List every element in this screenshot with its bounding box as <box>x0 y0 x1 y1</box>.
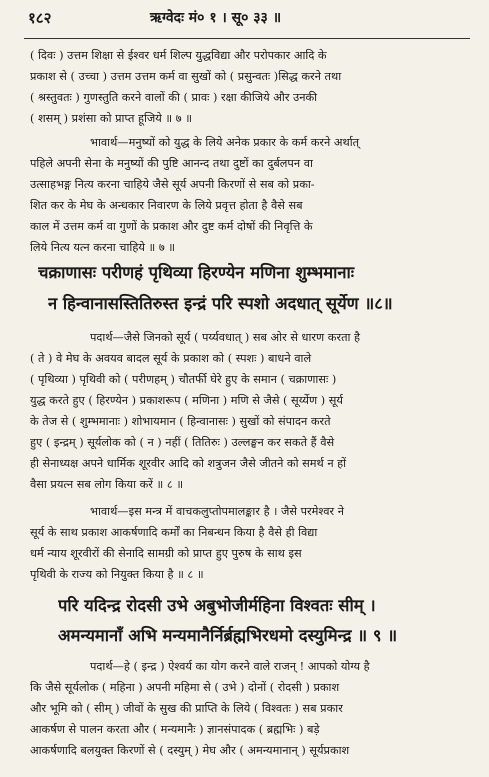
text-line: और भूमि को ( सीम् ) जीवों के सुख की प्राप्ति के लिये ( विश्वतः ) सब प्रकार <box>30 702 343 715</box>
header-rule <box>24 38 470 39</box>
page-header <box>0 0 489 38</box>
text-line: ( पृथिव्या ) पृथिवी को ( परीणहम् ) चौतर्फी घेरे हुए के समान ( चक्राणासः ) <box>30 373 337 386</box>
text-line: धर्म न्याय शूरवीरों की सेनादि सामग्री को प्राप्त हुए पुरुष के साथ इस <box>30 547 302 560</box>
mantra-line: परि यदिन्द्र रोदसी उभे अबुभोजीर्महिना विश्वतः सीम् । <box>58 596 376 615</box>
text-line: उत्साहभङ्ग नित्य करना चाहिये जैसे सूर्य अपनी किरणों से सब को प्रका- <box>30 178 315 191</box>
padartha-line: पदार्थ—जैसे जिनको सूर्य ( पर्य्यवधात् ) सब ओर से धारण करता है <box>90 331 361 344</box>
mantra-line: चक्राणासः परीणहं पृथिव्या हिरण्येन मणिना शुम्भमानाः <box>38 263 355 282</box>
text-line: प्रकाश से ( उच्चा ) उत्तम उत्तम कर्म वा सुखों को ( प्रसुन्वतः )सिद्ध करने तथा <box>30 70 342 83</box>
text-line: कि जैसे सूर्यलोक ( महिना ) अपनी महिमा से ( उभे ) दोनों ( रोदसी ) प्रकाश <box>30 681 340 694</box>
text-line: ( श्रस्तुवतः ) गुणस्तुति करने वालों की ( प्रावः ) रक्षा कीजिये और उनकी <box>30 91 318 104</box>
text-line: आकर्षणादि बलयुक्त किरणों से ( दस्युम् ) मेघ और ( अमन्यमानान् ) सूर्यप्रकाश <box>30 744 350 757</box>
text-line: शित कर के मेघ के अन्धकार निवारण के लिये प्रवृत्त होता है वैसे सब <box>30 199 303 212</box>
text-line: ही सेनाध्यक्ष अपने धार्मिक शूरवीर आदि को शत्रुजन जैसे जीतने को समर्थ न हों <box>30 457 347 470</box>
text-line: सूर्य के साथ प्रकाश आकर्षणादि कर्मों का निबन्धन किया है वैसे ही विद्या <box>30 526 318 539</box>
text-line: हुए ( इन्द्रम् ) सूर्यलोक को ( न ) नहीं ( तितिरुः ) उल्लङ्घन कर सकते हैं वैसे <box>30 436 335 449</box>
padartha-line: पदार्थ—हे ( इन्द्र ) ऐश्वर्य का योग करने वाले राजन् ! आपको योग्य है <box>90 660 370 673</box>
text-line: ( दिवः ) उत्तम शिक्षा से ईश्वर धर्म शिल्प युद्धविद्या और परोपकार आदि के <box>30 49 327 62</box>
text-line: ( शसम् ) प्रशंसा को प्राप्त हूजिये ॥ ७ ॥ <box>30 112 193 125</box>
page-number: १८२ <box>28 9 52 27</box>
text-line: ( ते ) वे मेघ के अवयव बादल सूर्य के प्रकाश को ( स्पशः ) बाधने वाले <box>30 352 312 365</box>
running-title: ऋग्वेदः मं० १ । सू० ३३ ॥ <box>150 10 282 26</box>
bhavartha-line: भावार्थ—इस मन्त्र में वाचकलुप्तोपमालङ्कार है । जैसे परमेश्वर ने <box>90 505 345 518</box>
mantra-line: न हिन्वानासस्तितिरुस्त इन्द्रं परि स्पशो अदधात् सूर्येण ॥८॥ <box>48 294 393 313</box>
text-line: वैसा प्रयत्न सब लोग किया करें ॥ ८ ॥ <box>30 478 184 491</box>
text-line: के तेज से ( शुम्भमानाः ) शोभायमान ( हिन्वानासः ) सुखों को संपादन करते <box>30 415 331 428</box>
bhavartha-line: भावार्थ—मनुष्यों को युद्ध के लिये अनेक प्रकार के कर्म करने अर्थात् <box>90 136 360 149</box>
text-line: युद्ध करते हुए ( हिरण्येन ) प्रकाशरूप ( मणिना ) मणि से जैसे ( सूर्य्येण ) सूर्य <box>30 394 343 407</box>
text-line: लिये नित्य यत्न करना चाहिये ॥ ७ ॥ <box>30 241 176 254</box>
text-line: पहिले अपनी सेना के मनुष्यों की पुष्टि आनन्द तथा दुष्टों का दुर्बलपन वा <box>30 157 313 170</box>
text-line: काल में उत्तम कर्म वा गुणों के प्रकाश और दुष्ट कर्म दोषों की निवृत्ति के <box>30 220 313 233</box>
text-line: पृथिवी के राज्य को नियुक्त किया है ॥ ८ ॥ <box>30 568 204 581</box>
text-line: आकर्षण से पालन करता और ( मन्यमानैः ) ज्ञानसंपादक ( ब्रह्मभिः ) बड़े <box>30 723 320 736</box>
mantra-line: अमन्यमानाँ अभि मन्यमानैर्निर्ब्रह्मभिरधमो दस्युमिन्द्र ॥ ९ ॥ <box>58 626 398 645</box>
